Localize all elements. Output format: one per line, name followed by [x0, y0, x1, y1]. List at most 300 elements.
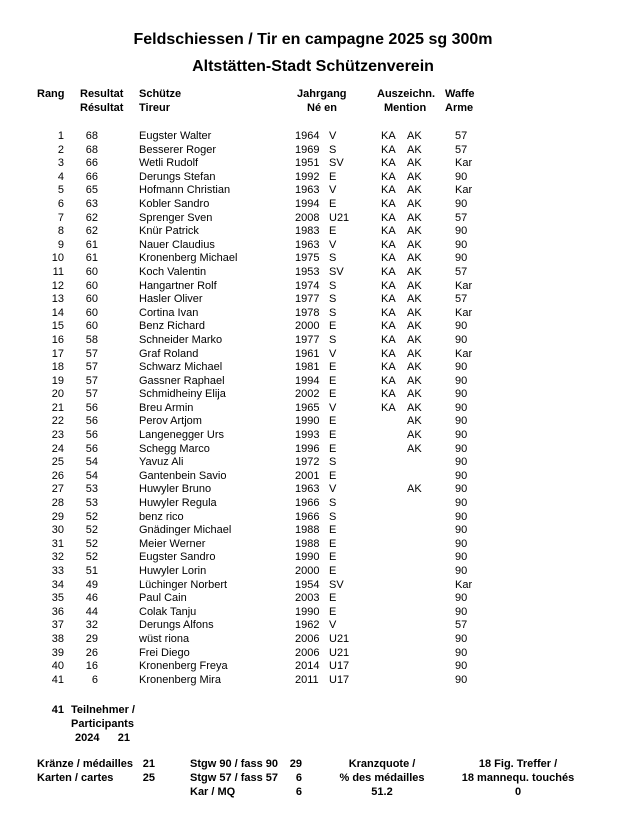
weapon: 90: [455, 401, 468, 414]
birth-year: 1966: [295, 510, 320, 523]
table-row: [0, 348, 626, 362]
result-cell: 63: [85, 197, 98, 210]
table-row: [0, 606, 626, 620]
weapon: 90: [455, 170, 468, 183]
header-ne-en: Né en: [307, 102, 337, 114]
shooter-name: Derungs Alfons: [139, 619, 214, 632]
award-ak: AK: [407, 442, 422, 455]
result-cell: 60: [85, 279, 98, 292]
weapon: 90: [455, 469, 468, 482]
result-cell: 66: [85, 157, 98, 170]
award-ka: KA: [381, 238, 396, 251]
weapon: 90: [455, 660, 468, 673]
table-row: [0, 456, 626, 470]
award-ak: AK: [407, 225, 422, 238]
award-ka: KA: [381, 252, 396, 265]
rank-cell: 23: [51, 429, 64, 442]
rank-cell: 41: [51, 673, 64, 686]
header-resultat: Resultat: [80, 88, 124, 100]
header-mention: Mention: [384, 102, 427, 114]
rank-cell: 34: [51, 578, 64, 591]
result-cell: 53: [85, 497, 98, 510]
birth-year: 2001: [295, 469, 320, 482]
weapon: 90: [455, 483, 468, 496]
award-ka: KA: [381, 211, 396, 224]
shooter-name: Lüchinger Norbert: [139, 578, 228, 591]
weapon: 90: [455, 497, 468, 510]
rank-cell: 28: [51, 497, 64, 510]
table-row: [0, 198, 626, 212]
rank-cell: 22: [51, 415, 64, 428]
category: S: [329, 456, 337, 469]
header-schuetze: Schütze: [139, 88, 182, 100]
birth-year: 2006: [295, 646, 320, 659]
category: S: [329, 497, 337, 510]
rank-cell: 11: [52, 265, 64, 278]
rank-cell: 10: [51, 252, 64, 265]
table-row: [0, 579, 626, 593]
birth-year: 1994: [295, 374, 320, 387]
award-ak: AK: [407, 415, 422, 428]
result-cell: 60: [85, 320, 98, 333]
header-jahrgang: Jahrgang: [297, 88, 347, 100]
category: S: [329, 306, 337, 319]
category: S: [329, 293, 337, 306]
weapon: 90: [455, 320, 468, 333]
category: V: [329, 130, 337, 142]
stgw57-value: 6: [295, 772, 302, 784]
award-ka: KA: [381, 388, 396, 401]
award-ak: AK: [407, 401, 422, 414]
table-row: [0, 239, 626, 253]
result-cell: 52: [85, 510, 98, 523]
table-row: [0, 592, 626, 606]
kraenze-value: 21: [142, 758, 155, 770]
weapon: 90: [455, 456, 468, 469]
rank-cell: 5: [57, 184, 64, 197]
kranzquote-label-de: Kranzquote /: [348, 758, 416, 770]
weapon: 57: [455, 143, 468, 156]
category: S: [329, 252, 337, 265]
shooter-name: Sprenger Sven: [139, 211, 213, 224]
weapon: 57: [455, 130, 468, 142]
shooter-name: Gassner Raphael: [139, 374, 225, 387]
table-row: [0, 361, 626, 375]
weapon: 90: [455, 646, 468, 659]
rank-cell: 4: [57, 170, 64, 183]
shooter-name: Kronenberg Mira: [139, 673, 221, 686]
weapon: Kar: [455, 184, 473, 197]
category: S: [329, 279, 337, 292]
result-cell: 66: [85, 170, 98, 183]
shooter-name: Huwyler Regula: [139, 497, 217, 510]
shooter-name: Gnädinger Michael: [139, 524, 232, 537]
result-cell: 62: [85, 225, 98, 238]
birth-year: 1988: [295, 524, 320, 537]
table-row: [0, 157, 626, 171]
shooter-name: Hofmann Christian: [139, 184, 231, 197]
table-row: [0, 565, 626, 579]
result-cell: 46: [85, 592, 98, 605]
birth-year: 2011: [295, 673, 319, 686]
birth-year: 1990: [295, 415, 320, 428]
award-ka: KA: [381, 374, 396, 387]
birth-year: 1996: [295, 442, 320, 455]
category: V: [329, 401, 337, 414]
rank-cell: 39: [51, 646, 64, 659]
weapon: 57: [455, 619, 468, 632]
category: SV: [329, 578, 344, 591]
award-ak: AK: [407, 157, 422, 170]
weapon: 90: [455, 673, 468, 686]
table-row: [0, 660, 626, 674]
result-cell: 56: [85, 415, 98, 428]
birth-year: 1993: [295, 429, 320, 442]
table-row: [0, 497, 626, 511]
birth-year: 1983: [295, 225, 320, 238]
award-ka: KA: [381, 333, 396, 346]
award-ka: KA: [381, 184, 396, 197]
result-cell: 32: [85, 619, 98, 632]
table-row: [0, 266, 626, 280]
rank-cell: 26: [51, 469, 64, 482]
shooter-name: Meier Werner: [139, 537, 206, 550]
shooter-name: Hasler Oliver: [139, 293, 203, 306]
result-cell: 56: [85, 401, 98, 414]
award-ka: KA: [381, 279, 396, 292]
weapon: Kar: [455, 578, 473, 591]
table-row: [0, 388, 626, 402]
weapon: 90: [455, 524, 468, 537]
birth-year: 1964: [295, 130, 320, 142]
award-ka: KA: [381, 130, 396, 142]
category: S: [329, 510, 337, 523]
shooter-name: Paul Cain: [139, 592, 187, 605]
weapon: 90: [455, 197, 468, 210]
rank-cell: 20: [51, 388, 64, 401]
rank-cell: 9: [57, 238, 64, 251]
result-cell: 26: [85, 646, 98, 659]
table-row: [0, 402, 626, 416]
birth-year: 2008: [295, 211, 320, 224]
result-cell: 58: [85, 333, 98, 346]
table-row: [0, 184, 626, 198]
award-ak: AK: [407, 361, 422, 374]
birth-year: 1992: [295, 170, 320, 183]
weapon: 90: [455, 565, 468, 577]
shooter-name: Nauer Claudius: [139, 238, 215, 251]
table-row: [0, 511, 626, 525]
participants-prev-count: 21: [117, 732, 130, 744]
shooter-name: Eugster Sandro: [139, 551, 216, 564]
result-cell: 54: [85, 469, 98, 482]
result-cell: 57: [85, 374, 98, 387]
results-table: [0, 130, 626, 687]
result-cell: 52: [85, 537, 98, 550]
rank-cell: 14: [51, 306, 64, 319]
shooter-name: Kobler Sandro: [139, 197, 210, 210]
category: E: [329, 320, 337, 333]
award-ka: KA: [381, 401, 396, 414]
rank-cell: 8: [57, 225, 64, 238]
table-row: [0, 483, 626, 497]
result-cell: 61: [85, 238, 98, 251]
birth-year: 1974: [295, 279, 320, 292]
birth-year: 1990: [295, 551, 320, 564]
birth-year: 1963: [295, 238, 320, 251]
weapon: 90: [455, 442, 468, 455]
result-cell: 16: [85, 660, 98, 673]
shooter-name: Schegg Marco: [139, 442, 210, 455]
rank-cell: 19: [51, 374, 64, 387]
category: V: [329, 483, 337, 496]
shooter-name: Eugster Walter: [139, 130, 212, 142]
shooter-name: Huwyler Lorin: [139, 565, 207, 577]
result-cell: 60: [85, 265, 98, 278]
birth-year: 1962: [295, 619, 320, 632]
shooter-name: Schneider Marko: [139, 333, 223, 346]
table-row: [0, 293, 626, 307]
award-ak: AK: [407, 170, 422, 183]
birth-year: 1961: [295, 347, 320, 360]
award-ka: KA: [381, 347, 396, 360]
table-row: [0, 619, 626, 633]
shooter-name: Besserer Roger: [139, 143, 217, 156]
rank-cell: 16: [51, 333, 64, 346]
award-ak: AK: [407, 306, 422, 319]
category: V: [329, 238, 337, 251]
birth-year: 2002: [295, 388, 320, 401]
birth-year: 1966: [295, 497, 320, 510]
result-cell: 29: [85, 632, 98, 645]
rank-cell: 1: [57, 130, 64, 142]
weapon: 90: [455, 374, 468, 387]
table-row: [0, 171, 626, 185]
club-name: Altstätten-Stadt Schützenverein: [192, 58, 434, 75]
rank-cell: 29: [51, 510, 64, 523]
award-ak: AK: [407, 388, 422, 401]
rank-cell: 15: [51, 320, 64, 333]
weapon: 90: [455, 252, 468, 265]
shooter-name: Schmidheiny Elija: [139, 388, 226, 401]
category: E: [329, 361, 337, 374]
karten-label: Karten / cartes: [37, 772, 114, 784]
shooter-name: Huwyler Bruno: [139, 483, 212, 496]
karten-value: 25: [142, 772, 155, 784]
result-cell: 60: [85, 293, 98, 306]
category: E: [329, 469, 337, 482]
shooter-name: Benz Richard: [139, 320, 206, 333]
table-row: [0, 429, 626, 443]
kar-value: 6: [295, 786, 302, 798]
result-cell: 61: [85, 252, 98, 265]
weapon: 90: [455, 333, 468, 346]
rank-cell: 33: [51, 565, 64, 577]
kranzquote-value: 51.2: [371, 786, 393, 798]
table-row: [0, 225, 626, 239]
category: E: [329, 442, 337, 455]
award-ak: AK: [407, 211, 422, 224]
rank-cell: 30: [51, 524, 64, 537]
award-ak: AK: [407, 333, 422, 346]
result-cell: 60: [85, 306, 98, 319]
rank-cell: 40: [51, 660, 64, 673]
birth-year: 1978: [295, 306, 320, 319]
rank-cell: 2: [57, 143, 64, 156]
category: V: [329, 184, 337, 197]
award-ka: KA: [381, 306, 396, 319]
shooter-name: Graf Roland: [139, 347, 199, 360]
award-ak: AK: [407, 320, 422, 333]
birth-year: 1977: [295, 333, 320, 346]
award-ak: AK: [407, 374, 422, 387]
award-ak: AK: [407, 279, 422, 292]
fig-treffer-value: 0: [514, 786, 522, 798]
result-cell: 56: [85, 429, 98, 442]
shooter-name: Kronenberg Freya: [139, 660, 228, 673]
participants-prev-year: 2024: [75, 732, 100, 744]
award-ka: KA: [381, 361, 396, 374]
shooter-name: Perov Artjom: [139, 415, 202, 428]
fig-treffer-label-de: 18 Fig. Treffer /: [478, 758, 558, 770]
weapon: Kar: [455, 306, 473, 319]
rank-cell: 36: [51, 605, 64, 618]
result-cell: 68: [85, 130, 98, 142]
category: E: [329, 537, 337, 550]
birth-year: 1951: [295, 157, 320, 170]
header-waffe: Waffe: [445, 88, 475, 100]
table-row: [0, 415, 626, 429]
birth-year: 2014: [295, 660, 320, 673]
category: E: [329, 524, 337, 537]
rank-cell: 31: [51, 537, 64, 550]
shooter-name: Knür Patrick: [139, 225, 199, 238]
category: E: [329, 197, 337, 210]
rank-cell: 6: [57, 197, 64, 210]
result-cell: 65: [85, 184, 98, 197]
weapon: 90: [455, 429, 468, 442]
table-row: [0, 524, 626, 538]
table-row: [0, 633, 626, 647]
birth-year: 2000: [295, 565, 320, 577]
award-ka: KA: [381, 157, 396, 170]
category: E: [329, 565, 337, 577]
rank-cell: 17: [51, 347, 64, 360]
result-cell: 57: [85, 361, 98, 374]
weapon: 57: [455, 265, 468, 278]
birth-year: 1953: [295, 265, 320, 278]
rank-cell: 3: [57, 157, 64, 170]
weapon: 57: [455, 211, 468, 224]
rank-cell: 35: [51, 592, 64, 605]
award-ka: KA: [381, 320, 396, 333]
shooter-name: Koch Valentin: [139, 265, 207, 278]
birth-year: 2006: [295, 632, 320, 645]
shooter-name: Wetli Rudolf: [139, 157, 199, 170]
shooter-name: Derungs Stefan: [139, 170, 216, 183]
weapon: 90: [455, 605, 468, 618]
table-row: [0, 538, 626, 552]
shooter-name: Colak Tanju: [139, 605, 197, 618]
category: SV: [329, 157, 344, 170]
fig-treffer-label-fr: 18 mannequ. touchés: [461, 772, 575, 784]
result-cell: 62: [85, 211, 98, 224]
shooter-name: Langenegger Urs: [139, 429, 225, 442]
result-cell: 56: [85, 442, 98, 455]
category: U17: [329, 660, 350, 673]
award-ka: KA: [381, 293, 396, 306]
award-ak: AK: [407, 429, 422, 442]
award-ak: AK: [407, 483, 422, 496]
weapon: Kar: [455, 279, 473, 292]
table-row: [0, 470, 626, 484]
award-ak: AK: [407, 197, 422, 210]
category: E: [329, 592, 337, 605]
birth-year: 1963: [295, 184, 320, 197]
shooter-name: Gantenbein Savio: [139, 469, 227, 482]
rank-cell: 32: [51, 551, 64, 564]
birth-year: 1963: [295, 483, 320, 496]
weapon: 90: [455, 388, 468, 401]
kar-label: Kar / MQ: [190, 786, 236, 798]
birth-year: 2000: [295, 320, 320, 333]
header-auszeichnung: Auszeichn.: [377, 88, 436, 100]
table-row: [0, 334, 626, 348]
rank-cell: 12: [51, 279, 64, 292]
participants-label-fr: Participants: [71, 718, 134, 730]
birth-year: 1969: [295, 143, 320, 156]
category: E: [329, 551, 337, 564]
rank-cell: 21: [51, 401, 64, 414]
birth-year: 1981: [295, 361, 320, 374]
weapon: 90: [455, 551, 468, 564]
weapon: 90: [455, 225, 468, 238]
category: SV: [329, 265, 344, 278]
shooter-name: Yavuz Ali: [139, 456, 184, 469]
award-ak: AK: [407, 238, 422, 251]
rank-cell: 27: [51, 483, 64, 496]
category: E: [329, 225, 337, 238]
award-ak: AK: [407, 184, 422, 197]
page-title: Feldschiessen / Tir en campagne 2025 sg 300m: [133, 31, 493, 48]
participants-count: 41: [51, 704, 64, 716]
category: E: [329, 429, 337, 442]
rank-cell: 25: [51, 456, 64, 469]
result-cell: 52: [85, 551, 98, 564]
category: U17: [329, 673, 350, 686]
table-row: [0, 674, 626, 688]
award-ak: AK: [407, 252, 422, 265]
result-cell: 44: [85, 605, 98, 618]
category: S: [329, 143, 337, 156]
birth-year: 1988: [295, 537, 320, 550]
rank-cell: 13: [51, 293, 64, 306]
result-cell: 49: [85, 578, 98, 591]
award-ak: AK: [407, 130, 422, 142]
category: V: [329, 619, 337, 632]
birth-year: 1975: [295, 252, 320, 265]
header-tireur: Tireur: [139, 102, 170, 114]
result-cell: 53: [85, 483, 98, 496]
table-row: [0, 307, 626, 321]
header-rang: Rang: [37, 88, 65, 100]
award-ak: AK: [407, 293, 422, 306]
birth-year: 1994: [295, 197, 320, 210]
category: U21: [329, 211, 350, 224]
category: V: [329, 347, 337, 360]
birth-year: 1990: [295, 605, 320, 618]
rank-cell: 38: [51, 632, 64, 645]
